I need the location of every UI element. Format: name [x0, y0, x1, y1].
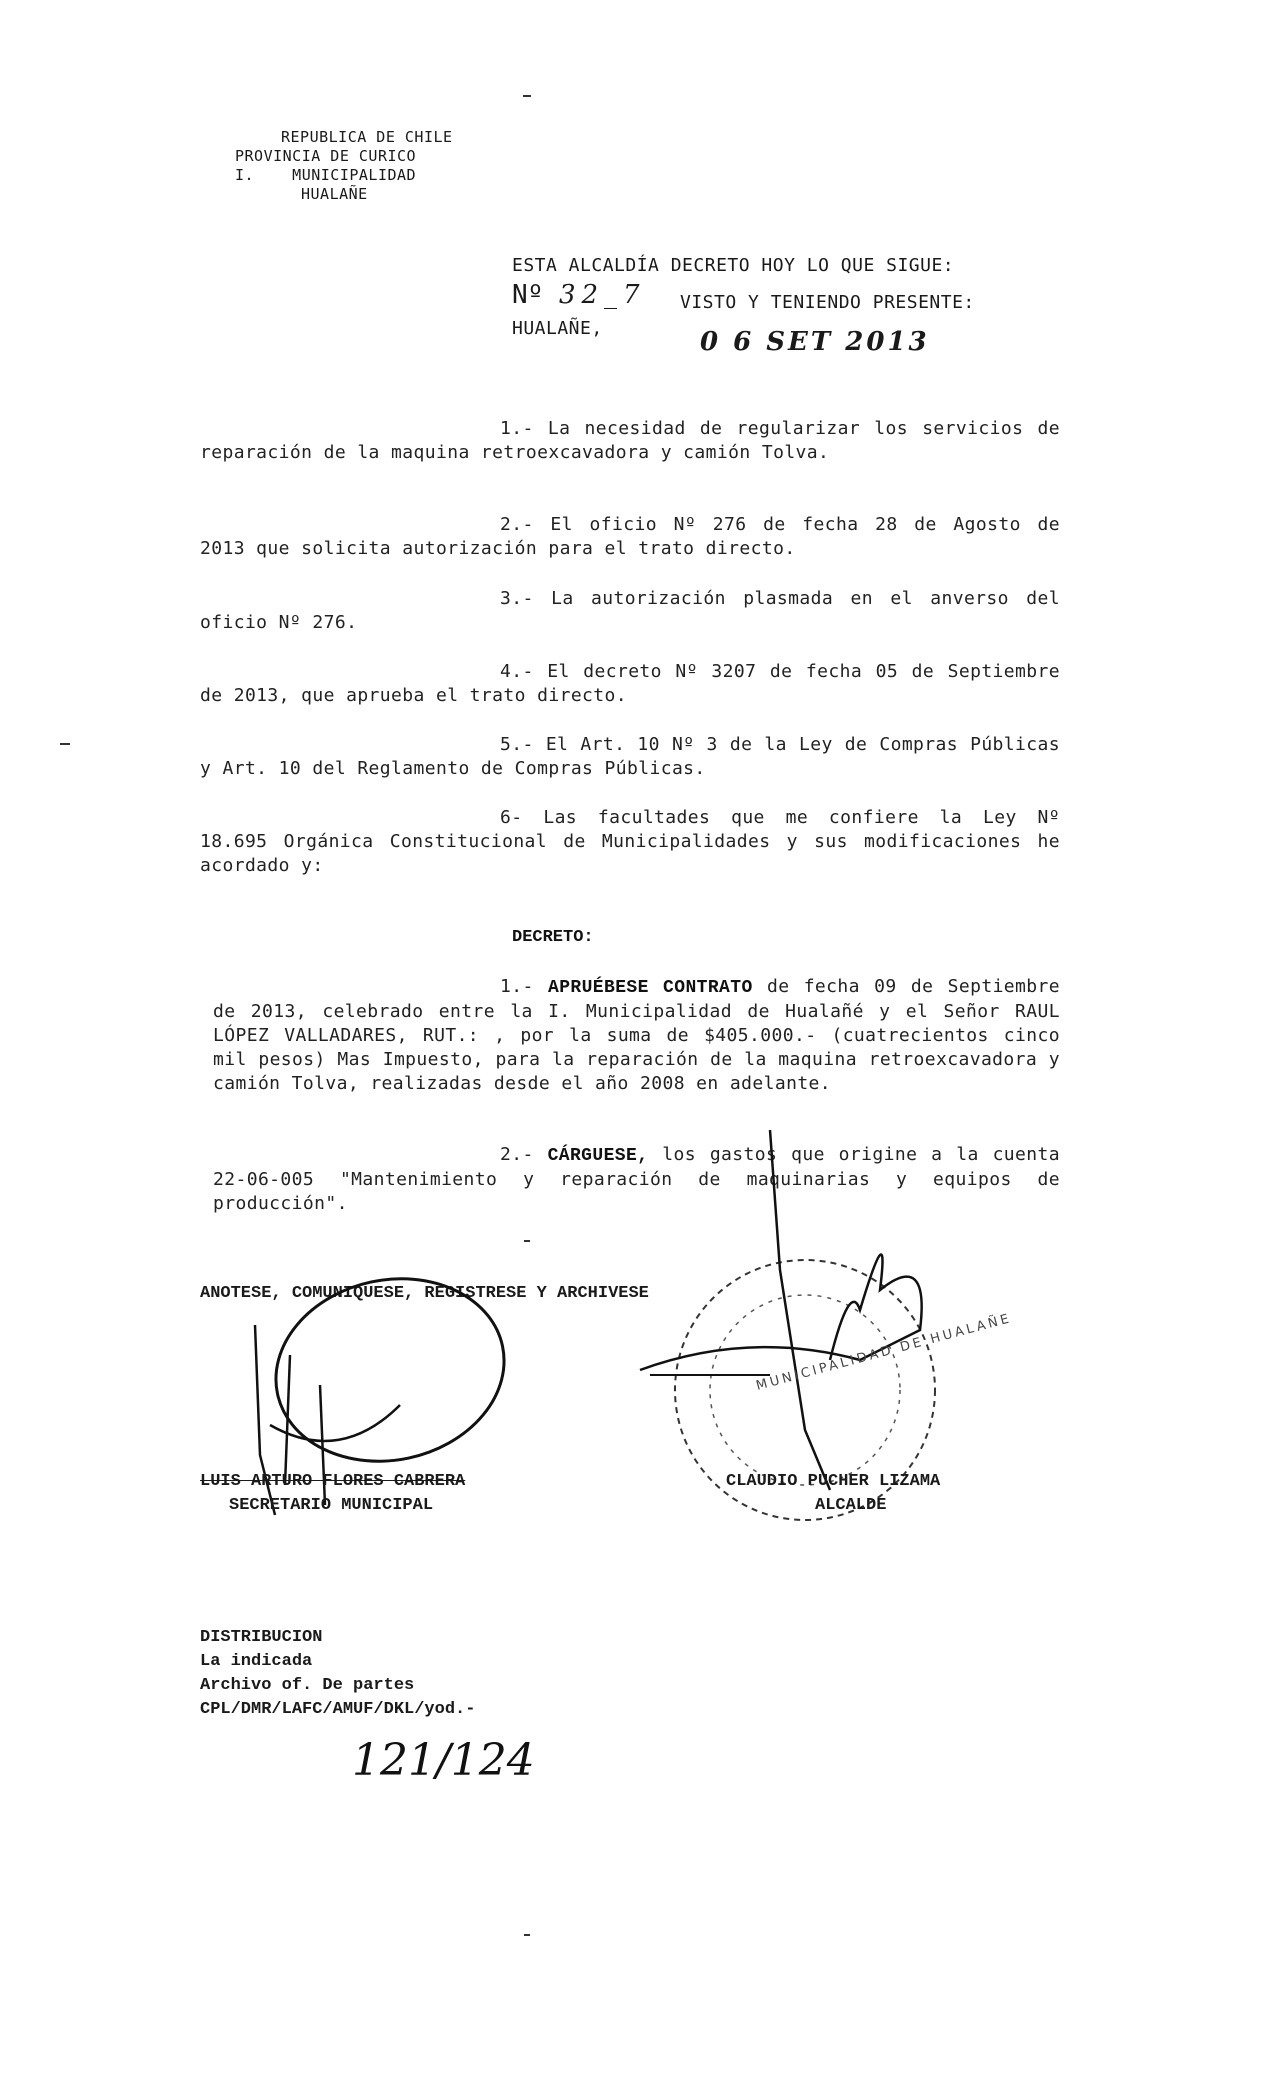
consideration-text: La autorización plasmada en el anverso del oficio Nº 276. — [200, 588, 1060, 633]
decree-number-value: 32_7 — [558, 280, 646, 310]
consideration-number: 6- — [500, 807, 523, 828]
header-republica: REPUBLICA DE CHILE — [281, 128, 453, 146]
secretary-name: LUIS ARTURO FLORES CABRERA — [200, 1472, 466, 1491]
scan-speck — [524, 1240, 530, 1242]
consideration-3 — [200, 587, 1060, 635]
consideration-number: 1.- — [500, 418, 534, 439]
consideration-6 — [200, 806, 1060, 878]
scan-speck — [523, 95, 531, 97]
scan-speck — [524, 1934, 530, 1936]
consideration-text: El Art. 10 Nº 3 de la Ley de Compras Públicas y Art. 10 del Reglamento de Compras Públicas. — [200, 734, 1060, 779]
municipality-header — [235, 128, 453, 204]
header-comuna: HUALAÑE — [301, 185, 368, 203]
place-line: HUALAÑE, — [512, 318, 603, 339]
secretary-title: SECRETARIO MUNICIPAL — [229, 1496, 434, 1515]
handwritten-folio: 121/124 — [352, 1735, 535, 1786]
consideration-4 — [200, 660, 1060, 708]
decree-intro-line: ESTA ALCALDÍA DECRETO HOY LO QUE SIGUE: — [512, 255, 955, 276]
resolution-keyword: APRUÉBESE CONTRATO — [548, 978, 753, 998]
consideration-number: 5.- — [500, 734, 534, 755]
decree-number — [512, 280, 646, 310]
consideration-text: El decreto Nº 3207 de fecha 05 de Septiembre de 2013, que aprueba el trato directo. — [200, 661, 1060, 706]
consideration-5 — [200, 733, 1060, 781]
distribution-line-2: Archivo of. De partes — [200, 1676, 415, 1695]
resolution-1 — [213, 975, 1060, 1096]
closing-formula: ANOTESE, COMUNIQUESE, REGISTRESE Y ARCHIVESE — [200, 1284, 649, 1303]
distribution-line-1: La indicada — [200, 1652, 313, 1671]
consideration-number: 2.- — [500, 514, 534, 535]
consideration-2 — [200, 513, 1060, 561]
distribution-title: DISTRIBUCION — [200, 1628, 323, 1647]
consideration-text: Las facultades que me confiere la Ley Nº 18.695 Orgánica Constitucional de Municipalidades y sus modificaciones he acordado y: — [200, 807, 1060, 876]
mayor-name: CLAUDIO PUCHER LIZAMA — [726, 1472, 941, 1491]
date-stamp: 0 6 SET 2013 — [700, 327, 930, 357]
resolution-text: de fecha 09 de Septiembre de 2013, celebrado entre la I. Municipalidad de Hualañé y el Señor RAUL LÓPEZ VALLADARES, RUT.: , por la suma de $405.000.- (cuatrecientos cinco mil pesos) Mas Impuesto, para la reparación de la maquina retroexcavadora y camión Tolva, realizadas desde el año 2008 en adelante. — [213, 976, 1060, 1094]
visto-line: VISTO Y TENIENDO PRESENTE: — [680, 292, 975, 313]
resolution-keyword: CÁRGUESE, — [547, 1146, 649, 1166]
resolution-number: 1.- — [500, 976, 534, 997]
resolution-text: los gastos que origine a la cuenta 22-06-005 "Mantenimiento y reparación de maquinarias y equipos de producción". — [213, 1144, 1060, 1214]
mayor-title: ALCALDE — [815, 1496, 887, 1515]
consideration-number: 4.- — [500, 661, 534, 682]
scan-speck — [60, 743, 70, 745]
consideration-text: La necesidad de regularizar los servicios de reparación de la maquina retroexcavadora y camión Tolva. — [200, 418, 1060, 463]
stamp-text: MUNICIPALIDAD DE HUALAÑE — [754, 1311, 1014, 1394]
resolution-number: 2.- — [500, 1144, 534, 1165]
distribution-line-3: CPL/DMR/LAFC/AMUF/DKL/yod.- — [200, 1700, 476, 1719]
header-municipalidad: I. MUNICIPALIDAD — [235, 166, 417, 184]
decreto-title: DECRETO: — [512, 928, 594, 947]
consideration-number: 3.- — [500, 588, 534, 609]
consideration-text: El oficio Nº 276 de fecha 28 de Agosto de 2013 que solicita autorización para el trato directo. — [200, 514, 1060, 559]
header-provincia: PROVINCIA DE CURICO — [235, 147, 417, 165]
decree-number-label: Nº — [512, 280, 544, 310]
consideration-1 — [200, 417, 1060, 465]
